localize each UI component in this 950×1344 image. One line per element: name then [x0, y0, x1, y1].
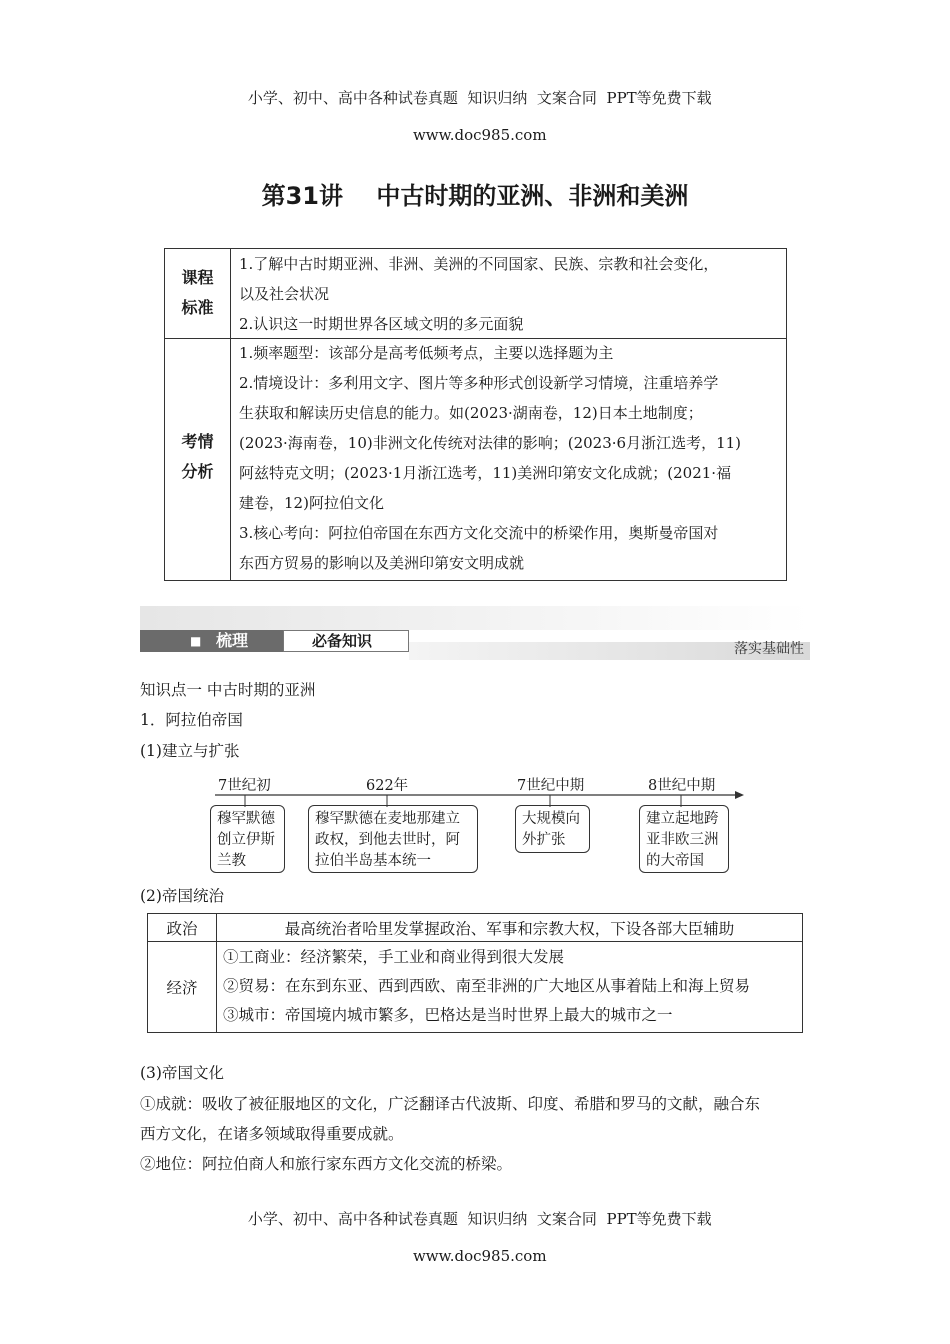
subsection-heading: (1)建立与扩张	[140, 742, 240, 760]
banner-tab2: 必备知识	[312, 632, 373, 650]
row-label-analysis: 考情 分析	[181, 432, 214, 481]
section-banner	[140, 606, 810, 660]
timeline-tick-label: 8世纪中期	[648, 778, 716, 794]
footer-text: 小学、初中、高中各种试卷真题 知识归纳 文案合同 PPT等免费下载	[247, 1210, 712, 1228]
banner-top-fade	[140, 606, 810, 630]
row-label-standard: 课程 标准	[181, 268, 214, 317]
timeline-tick-label: 7世纪中期	[517, 778, 585, 794]
banner-dark-block	[140, 630, 283, 652]
banner-tab2-box	[283, 630, 409, 652]
culture-paragraph: ①成就：吸收了被征服地区的文化，广泛翻译古代波斯、印度、希腊和罗马的文献，融合东 西方文化，在诸多领域取得重要成就。 ②地位：阿拉伯商人和旅行家东西方文化交流的桥梁。	[140, 1095, 761, 1173]
timeline-event-box: 穆罕默德 创立伊斯 兰教	[210, 805, 285, 873]
banner-right-label: 落实基础性	[734, 641, 804, 657]
gov-label-politics: 政治	[148, 914, 217, 942]
timeline-event-box: 大规模向 外扩张	[515, 805, 590, 853]
footer-site-link[interactable]: www.doc985.com	[412, 1247, 547, 1265]
section-heading: 1．阿拉伯帝国	[140, 711, 243, 729]
row-content-analysis: 1.频率题型：该部分是高考低频考点，主要以选择题为主 2.情境设计：多利用文字、图片等多种形式创设新学习情境，注重培养学 生获取和解读历史信息的能力。如(2023·湖南卷，12)日本土地制度； (2023·海南卷，10)非洲文化传统对法律的影响；(2023·6月浙江选考，11) 阿兹特克文明；(2023·1月浙江选考，11)美洲印第安文化成就；(2021·福 建卷，12)阿拉伯文化 3.核心考向：阿拉伯帝国在东西方文化交流中的桥梁作用，奥斯曼帝国对 东西方贸易的影响以及美洲印第安文明成就	[239, 344, 742, 572]
page-footer	[0, 1190, 950, 1265]
table-divider	[230, 249, 231, 580]
banner-square-icon: ■	[190, 634, 202, 648]
page-header	[0, 69, 950, 144]
summary-table	[164, 248, 787, 581]
timeline-tick-label: 622年	[366, 778, 409, 794]
page-title: 第31讲 中古时期的亚洲、非洲和美洲	[261, 182, 689, 210]
gov-content-politics: 最高统治者哈里发掌握政治、军事和宗教大权，下设各部大臣辅助	[217, 914, 803, 942]
timeline-tick-label: 7世纪初	[218, 778, 271, 794]
banner-tab1: 梳理	[216, 631, 249, 650]
governance-table	[147, 913, 803, 1033]
header-text: 小学、初中、高中各种试卷真题 知识归纳 文案合同 PPT等免费下载	[247, 89, 712, 107]
timeline-event-box: 穆罕默德在麦地那建立 政权，到他去世时，阿 拉伯半岛基本统一	[308, 805, 478, 873]
timeline	[205, 770, 750, 880]
subsection-heading: (3)帝国文化	[140, 1064, 224, 1082]
subsection-heading: (2)帝国统治	[140, 887, 224, 905]
gov-content-economy: ①工商业：经济繁荣，手工业和商业得到很大发展 ②贸易：在东到东亚、西到西欧、南至非洲的广大地区从事着陆上和海上贸易 ③城市：帝国境内城市繁多，巴格达是当时世界上最大的城市之一	[217, 942, 803, 1033]
knowledge-point-heading: 知识点一 中古时期的亚洲	[140, 681, 316, 699]
timeline-event-box: 建立起地跨 亚非欧三洲 的大帝国	[639, 805, 729, 873]
header-site-link[interactable]: www.doc985.com	[412, 126, 547, 144]
gov-label-economy: 经济	[148, 942, 217, 1033]
row-content-standard: 1.了解中古时期亚洲、非洲、美洲的不同国家、民族、宗教和社会变化， 以及社会状况 2.认识这一时期世界各区域文明的多元面貌	[239, 255, 719, 333]
